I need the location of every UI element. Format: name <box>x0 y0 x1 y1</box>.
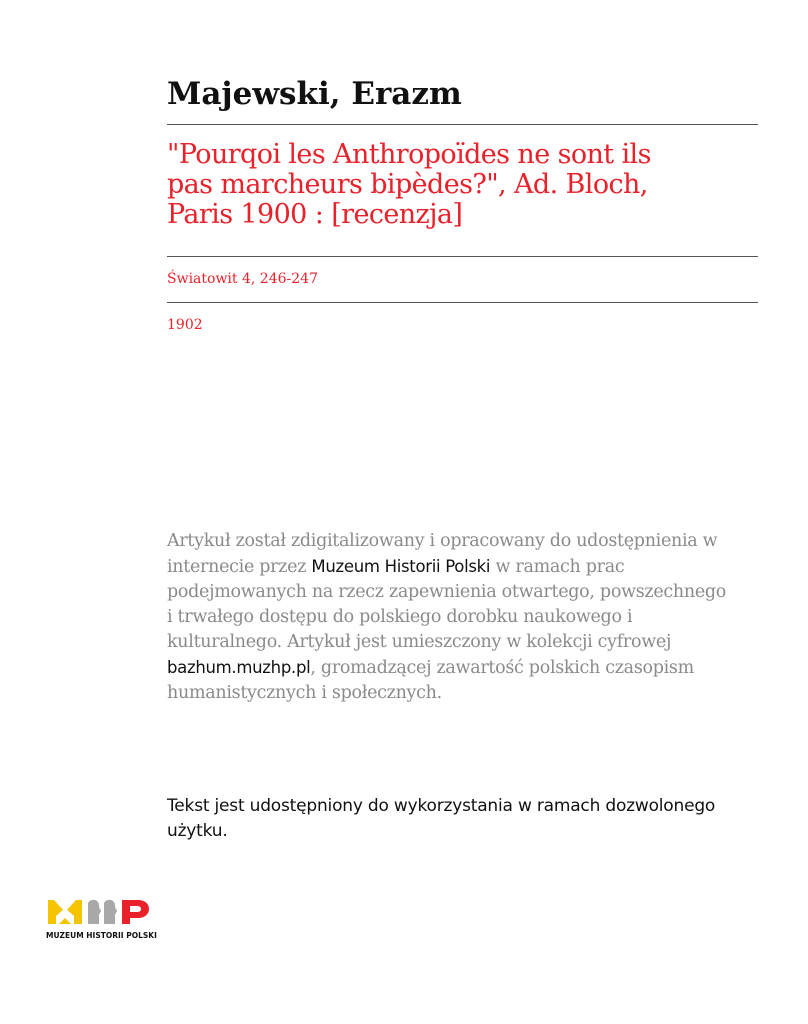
notice-text: w ramach prac podejmowanych na rzecz zapewnienia otwartego, powszechnego i trwałego dostępu do polskiego dorobku naukowego i kulturalnego. Artykuł jest umieszczony w kolekcji cyfrowej <box>167 557 727 652</box>
notice-text: , gromadzącej zawartość polskich czasopism humanistycznych i społecznych. <box>167 658 694 703</box>
notice-text: Artykuł został zdigitalizowany i opracowany do udostępnienia w internecie przez <box>167 531 718 577</box>
collection-link[interactable]: bazhum.muzhp.pl <box>167 658 311 677</box>
divider-bottom <box>167 302 758 303</box>
source-citation: Światowit 4, 246-247 <box>167 271 318 287</box>
logo-m-shape <box>48 900 82 924</box>
title-line: "Pourqoi les Anthropoïdes ne sont ils <box>167 139 651 170</box>
logo-p-shape <box>122 900 149 924</box>
museum-link[interactable]: Muzeum Historii Polski <box>311 557 491 576</box>
divider-middle <box>167 256 758 257</box>
license-notice: Tekst jest udostępniony do wykorzystania w ramach dozwolonego użytku. <box>167 796 716 841</box>
author-name: Majewski, Erazm <box>167 76 462 112</box>
logo-caption: MUZEUM HISTORII POLSKI <box>46 931 157 940</box>
document-title <box>167 140 767 230</box>
title-line: Paris 1900 : [recenzja] <box>167 199 463 230</box>
logo-h-shape <box>88 900 117 924</box>
title-line: pas marcheurs bipèdes?", Ad. Bloch, <box>167 169 648 200</box>
digitization-notice <box>167 529 727 706</box>
divider-top <box>167 124 758 125</box>
publication-year: 1902 <box>167 317 203 333</box>
